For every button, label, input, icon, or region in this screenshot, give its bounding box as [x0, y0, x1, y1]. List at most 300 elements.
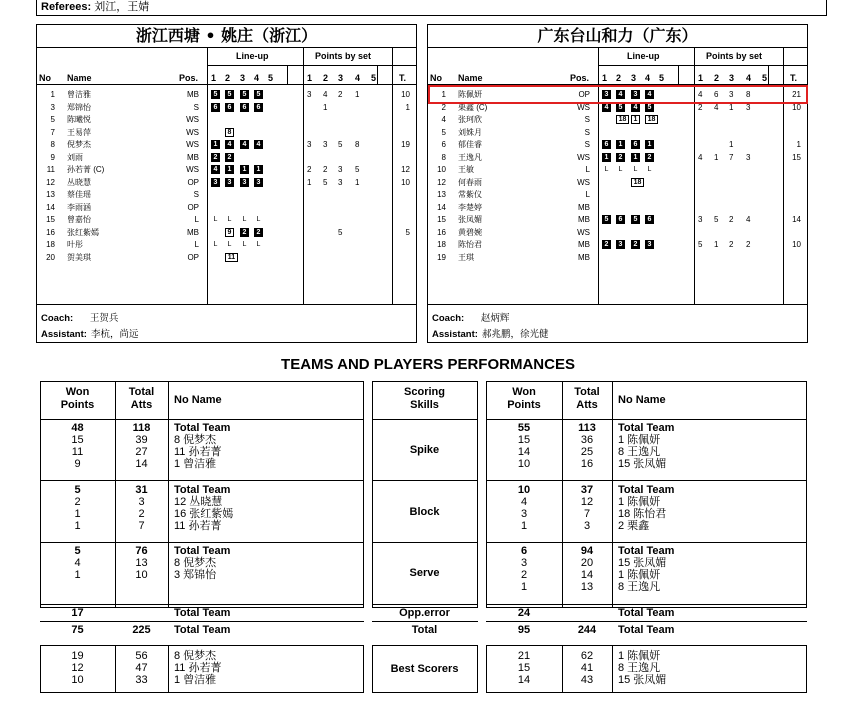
lineup-cell: 6 [616, 215, 625, 224]
player-pos: OP [187, 252, 199, 262]
player-pos: WS [186, 115, 199, 124]
player-no: 3 [50, 102, 55, 112]
player-row [37, 239, 416, 250]
won-value: 10 [71, 674, 84, 686]
set-points: 8 [746, 90, 751, 99]
player-row [37, 139, 416, 150]
player-no: 5 [50, 115, 55, 124]
atts-value: 36 [580, 434, 594, 446]
player-row [428, 227, 807, 238]
set-points: 1 [323, 102, 328, 112]
player-no: 4 [441, 115, 446, 124]
won-value: 4 [520, 496, 528, 508]
set-points: 4 [714, 102, 719, 112]
player-entry: 8 倪梦杰 [174, 650, 217, 662]
lineup-cell: 2 [254, 228, 263, 237]
player-no: 15 [437, 215, 446, 224]
lineup-cell: 4 [616, 90, 625, 99]
player-name: 丛晓慧 [67, 177, 91, 187]
divider [486, 480, 807, 481]
won-value: 1 [74, 508, 81, 520]
player-row [428, 202, 807, 213]
player-pos: L [585, 190, 590, 199]
player-name: 倪梦杰 [67, 140, 91, 149]
divider [486, 419, 807, 420]
won-value: 14 [517, 674, 531, 686]
lineup-cell: 3 [631, 90, 640, 99]
player-entry: Total Team [618, 624, 675, 636]
header-atts: Atts [130, 399, 153, 411]
lineup-cell: L [227, 241, 232, 248]
atts-value: 3 [583, 520, 591, 532]
won-value: 15 [517, 434, 531, 446]
player-name: 刘姝月 [458, 127, 482, 137]
highlight-box [428, 85, 808, 104]
lineup-cell: 2 [602, 240, 611, 249]
won-value: 48 [71, 422, 84, 434]
player-total: 1 [796, 140, 801, 149]
atts-value: 47 [135, 662, 148, 674]
atts-value: 94 [580, 545, 594, 557]
set-points: 2 [323, 165, 328, 174]
assistant-label: Assistant: [41, 329, 87, 340]
points-set-num: 5 [762, 73, 768, 83]
player-no: 18 [437, 240, 446, 249]
player-row [428, 114, 807, 125]
player-pos: S [584, 140, 590, 149]
player-pos: MB [578, 215, 590, 224]
player-entry: Total Team [618, 422, 675, 434]
atts-value: 14 [580, 569, 594, 581]
won-value: 15 [71, 434, 84, 446]
player-name: 黄碧婉 [458, 227, 482, 237]
player-entry: 15 张凤媚 [618, 557, 667, 569]
player-row [428, 252, 807, 263]
atts-value: 2 [138, 508, 145, 520]
team-name: 浙江西塘 • 姚庄（浙江） [37, 25, 416, 48]
lineup-cell: 5 [602, 215, 611, 224]
divider [377, 65, 378, 84]
player-row [37, 252, 416, 263]
divider [37, 84, 416, 85]
player-pos: MB [578, 252, 590, 262]
player-row [37, 114, 416, 125]
won-value: 11 [71, 446, 84, 458]
divider [392, 47, 393, 304]
lineup-cell: 4 [240, 140, 249, 149]
won-value: 5 [74, 545, 81, 557]
atts-value: 12 [580, 496, 594, 508]
lineup-cell: 2 [240, 228, 249, 237]
player-entry: 1 陈佩妍 [618, 434, 661, 446]
player-pos: S [193, 102, 199, 112]
won-value: 12 [71, 662, 84, 674]
atts-value: 27 [135, 446, 148, 458]
set-points: 6 [714, 90, 719, 99]
lineup-cell: L [604, 166, 609, 173]
player-total: 12 [401, 165, 410, 174]
won-value: 4 [74, 557, 81, 569]
player-no: 10 [437, 165, 446, 174]
set-points: 3 [729, 90, 734, 99]
header-won: Won [65, 386, 90, 398]
player-entry: 8 倪梦杰 [174, 434, 217, 446]
player-name: 蔡佳瑶 [67, 190, 91, 199]
player-no: 14 [437, 202, 446, 212]
set-points: 4 [698, 90, 703, 99]
lineup-cell: 18 [631, 178, 644, 187]
set-points: 4 [746, 215, 751, 224]
player-total: 1 [405, 102, 410, 112]
divider [40, 621, 364, 622]
won-value: 21 [517, 650, 531, 662]
won-value: 75 [71, 624, 84, 636]
player-no: 12 [46, 177, 55, 187]
lineup-cell: 4 [225, 140, 234, 149]
lineup-cell: 6 [211, 103, 220, 112]
player-entry: 1 曾洁雅 [174, 458, 217, 470]
set-points: 3 [338, 165, 343, 174]
player-entry: Total Team [174, 484, 231, 496]
lineup-cell: L [242, 216, 247, 223]
player-pos: OP [187, 177, 199, 187]
divider [372, 480, 478, 481]
set-points: 5 [698, 240, 703, 249]
lineup-cell: 1 [602, 153, 611, 162]
player-pos: MB [187, 90, 199, 99]
divider [486, 621, 807, 622]
atts-value: 7 [583, 508, 591, 520]
player-row [428, 139, 807, 150]
set-points: 2 [729, 215, 734, 224]
player-no: 6 [441, 140, 446, 149]
lineup-cell: 3 [240, 178, 249, 187]
col-no: No [39, 73, 51, 83]
coach-row [41, 310, 118, 324]
lineup-cell: 3 [602, 90, 611, 99]
player-name: 王敏 [458, 165, 474, 174]
header-atts: Total [128, 386, 155, 398]
skill-label: Total [411, 624, 438, 636]
divider [37, 304, 416, 305]
atts-value: 7 [138, 520, 145, 532]
lineup-cell: L [633, 166, 638, 173]
lineup-header: Line-up [627, 51, 660, 61]
lineup-cell: 4 [602, 103, 611, 112]
atts-value: 37 [580, 484, 594, 496]
atts-value: 16 [580, 458, 594, 470]
divider [768, 65, 769, 84]
atts-value: 62 [580, 650, 594, 662]
player-pos: WS [186, 140, 199, 149]
lineup-cell: 1 [631, 115, 640, 124]
player-row [428, 152, 807, 163]
player-row [37, 127, 416, 138]
set-points: 2 [338, 90, 343, 99]
player-pos: WS [577, 227, 590, 237]
header-name: No Name [618, 394, 666, 406]
set-points: 1 [714, 152, 719, 162]
skill-label: Block [409, 506, 440, 518]
lineup-cell: 5 [225, 90, 234, 99]
atts-value: 13 [580, 581, 594, 593]
divider [428, 304, 807, 305]
player-pos: S [584, 127, 590, 137]
player-entry: 1 陈佩妍 [618, 569, 661, 581]
points-set-num: 3 [338, 73, 344, 83]
set-points: 5 [323, 177, 328, 187]
points-set-num: 3 [729, 73, 735, 83]
header-won: Points [507, 399, 541, 411]
player-total: 10 [792, 102, 801, 112]
player-entry: 15 张凤媚 [618, 674, 667, 686]
divider [40, 419, 364, 420]
lineup-cell: 2 [225, 153, 234, 162]
won-value: 3 [520, 557, 528, 569]
lineup-cell: 3 [211, 178, 220, 187]
lineup-cell: 18 [616, 115, 629, 124]
atts-value: 13 [135, 557, 148, 569]
lineup-cell: 2 [631, 240, 640, 249]
referees-bar [36, 0, 827, 16]
player-name: 郁佳睿 [458, 140, 482, 149]
player-name: 曾嘉怡 [67, 215, 91, 224]
set-points: 1 [729, 140, 734, 149]
lineup-cell: 6 [254, 103, 263, 112]
player-name: 何春雨 [458, 177, 482, 187]
won-value: 3 [520, 508, 528, 520]
won-value: 19 [71, 650, 84, 662]
player-no: 13 [437, 190, 446, 199]
set-points: 8 [355, 140, 360, 149]
divider [486, 542, 807, 543]
player-no: 7 [50, 127, 55, 137]
points-set-num: 1 [698, 73, 704, 83]
player-name: 曾洁雅 [67, 90, 91, 99]
player-entry: 11 孙若菁 [174, 446, 222, 458]
lineup-set-num: 2 [616, 73, 622, 83]
lineup-set-num: 5 [268, 73, 274, 83]
player-no: 12 [437, 177, 446, 187]
player-entry: 8 王逸凡 [618, 446, 661, 458]
set-points: 3 [307, 140, 312, 149]
player-entry: 8 倪梦杰 [174, 557, 217, 569]
player-total: 19 [401, 140, 410, 149]
player-no: 16 [46, 227, 55, 237]
header-atts: Atts [576, 399, 598, 411]
lineup-cell: L [242, 241, 247, 248]
lineup-cell: 4 [254, 140, 263, 149]
lineup-cell: 5 [645, 103, 654, 112]
set-points: 3 [338, 177, 343, 187]
header-atts: Total [574, 386, 600, 398]
set-points: 3 [698, 215, 703, 224]
atts-value: 76 [135, 545, 148, 557]
player-name: 叶彤 [67, 240, 83, 249]
col-pos: Pos. [570, 73, 590, 83]
lineup-cell: L [213, 241, 218, 248]
player-no: 16 [437, 227, 446, 237]
coach-name: 赵炳辉 [478, 313, 510, 324]
set-points: 1 [355, 177, 360, 187]
player-no: 14 [46, 202, 55, 212]
atts-value: 10 [135, 569, 148, 581]
points-header: Points by set [706, 51, 763, 61]
set-points: 1 [729, 102, 734, 112]
player-pos: WS [577, 152, 590, 162]
lineup-cell: 1 [616, 140, 625, 149]
player-entry: Total Team [618, 607, 675, 619]
points-header: Points by set [315, 51, 372, 61]
player-entry: Total Team [174, 624, 231, 636]
lineup-cell: 1 [211, 140, 220, 149]
player-name: 陈怡君 [458, 240, 482, 249]
atts-value: 118 [132, 422, 151, 434]
coach-row [432, 310, 509, 324]
assistant-names: 郝兆鹏，徐光健 [481, 329, 549, 340]
player-total: 21 [792, 90, 801, 99]
won-value: 6 [520, 545, 528, 557]
player-no: 5 [441, 127, 446, 137]
lineup-cell: 1 [240, 165, 249, 174]
atts-value: 43 [580, 674, 594, 686]
player-entry: 1 陈佩妍 [618, 650, 661, 662]
lineup-cell: 1 [254, 165, 263, 174]
lineup-set-num: 3 [240, 73, 246, 83]
player-entry: 1 陈佩妍 [618, 496, 661, 508]
player-entry: 16 张红紫嫣 [174, 508, 234, 520]
lineup-cell: 3 [254, 178, 263, 187]
lineup-cell: 1 [645, 140, 654, 149]
lineup-set-num: 1 [211, 73, 217, 83]
player-pos: S [193, 190, 199, 199]
player-entry: Total Team [174, 607, 231, 619]
set-points: 2 [698, 102, 703, 112]
header-name: No Name [174, 394, 222, 406]
player-name: 陈曦悦 [67, 115, 91, 124]
player-row [37, 177, 416, 188]
player-pos: MB [578, 240, 590, 249]
won-value: 55 [517, 422, 531, 434]
lineup-cell: 1 [631, 153, 640, 162]
lineup-cell: 3 [616, 240, 625, 249]
player-no: 20 [46, 252, 55, 262]
atts-value: 25 [580, 446, 594, 458]
player-total: 10 [401, 177, 410, 187]
header-skill: Scoring [404, 386, 445, 398]
atts-value: 41 [580, 662, 594, 674]
player-row [37, 214, 416, 225]
player-row [428, 177, 807, 188]
player-no: 15 [46, 215, 55, 224]
lineup-cell: L [647, 166, 652, 173]
atts-value: 225 [132, 624, 151, 636]
player-name: 李楚婷 [458, 202, 482, 212]
player-entry: Total Team [618, 484, 675, 496]
player-pos: WS [577, 102, 590, 112]
set-points: 3 [323, 140, 328, 149]
assistant-names: 李杭，尚远 [90, 329, 139, 340]
player-name: 李雨涵 [67, 202, 91, 212]
lineup-cell: 1 [225, 165, 234, 174]
player-entry: Total Team [618, 545, 675, 557]
lineup-set-num: 2 [225, 73, 231, 83]
divider [207, 47, 208, 304]
player-row [37, 164, 416, 175]
atts-value: 56 [135, 650, 148, 662]
divider [40, 480, 364, 481]
lineup-cell: 8 [225, 128, 234, 137]
player-pos: MB [578, 202, 590, 212]
points-set-num: 4 [746, 73, 752, 83]
set-points: 4 [698, 152, 703, 162]
player-row [37, 202, 416, 213]
won-value: 2 [74, 496, 81, 508]
atts-value: 113 [578, 422, 596, 434]
player-total: 15 [792, 152, 801, 162]
player-no: 19 [437, 252, 446, 262]
won-value: 1 [74, 569, 81, 581]
lineup-cell: L [256, 216, 261, 223]
player-entry: 1 曾洁雅 [174, 674, 217, 686]
atts-value: 31 [135, 484, 148, 496]
player-pos: L [585, 165, 590, 174]
player-entry: 8 王逸凡 [618, 581, 661, 593]
player-name: 常紫仪 [458, 190, 482, 199]
divider [678, 65, 679, 84]
col-total: T. [399, 73, 407, 83]
player-no: 18 [46, 240, 55, 249]
won-value: 15 [517, 662, 531, 674]
player-entry: 18 陈怡君 [618, 508, 667, 520]
player-name: 王琪 [458, 252, 474, 262]
header-skill: Skills [410, 399, 439, 411]
atts-value: 33 [135, 674, 148, 686]
col-total: T. [790, 73, 798, 83]
referees-label: Referees: [41, 1, 92, 13]
set-points: 2 [307, 165, 312, 174]
col-pos: Pos. [179, 73, 199, 83]
lineup-cell: 9 [225, 228, 234, 237]
player-no: 1 [50, 90, 55, 99]
player-name: 王逸凡 [458, 152, 482, 162]
performance-title: TEAMS AND PLAYERS PERFORMANCES [281, 356, 575, 373]
divider [598, 65, 807, 66]
player-row [37, 227, 416, 238]
col-name: Name [458, 73, 483, 83]
won-value: 17 [71, 607, 84, 619]
lineup-cell: 3 [645, 240, 654, 249]
player-pos: MB [187, 152, 199, 162]
player-row [37, 89, 416, 100]
lineup-cell: 18 [645, 115, 658, 124]
lineup-cell: 6 [631, 140, 640, 149]
set-points: 3 [307, 90, 312, 99]
player-no: 9 [50, 152, 55, 162]
lineup-cell: L [227, 216, 232, 223]
atts-value: 20 [580, 557, 594, 569]
team-b-table [427, 24, 808, 343]
lineup-cell: 5 [211, 90, 220, 99]
lineup-cell: 6 [602, 140, 611, 149]
player-name: 刘雨 [67, 152, 83, 162]
player-name: 张珂欣 [458, 115, 482, 124]
player-row [37, 152, 416, 163]
player-pos: MB [187, 227, 199, 237]
lineup-cell: 2 [645, 153, 654, 162]
coach-name: 王贺兵 [87, 313, 119, 324]
player-entry: 11 孙若菁 [174, 520, 222, 532]
